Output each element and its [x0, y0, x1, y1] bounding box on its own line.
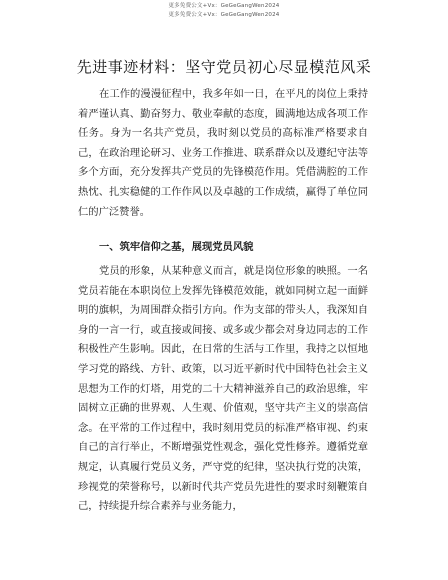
document-title: 先进事迹材料：坚守党员初心尽显模范风采 — [76, 58, 372, 76]
intro-block — [78, 85, 368, 222]
section-1-heading: 一、筑牢信仰之基，展现党员风貌 — [99, 241, 254, 253]
watermark-line-1: 更多免费公文+Vx：GeGeGangWen2024 — [168, 3, 280, 9]
section-1 — [78, 236, 368, 258]
watermark-line-2: 更多免费公文+Vx：GeGeGangWen2024 — [168, 12, 280, 18]
section-1-body — [78, 262, 368, 517]
intro-paragraph: 在工作的漫漫征程中，我多年如一日，在平凡的岗位上秉持着严谨认真、勤奋努力、敬业奉献的态度，圆满地达成各项工作任务。身为一名共产党员，我时刻以党员的高标准严格要求自己，在政治理论研习、业务工作推进、联系群众以及遵纪守法等多个方面，充分发挥共产党员的先锋模范作用。凭借满腔的工作热忱、扎实稳健的工作作风以及卓越的工作成绩，赢得了单位同仁的广泛赞誉。 — [78, 88, 368, 218]
section-1-paragraph: 党员的形象，从某种意义而言，就是岗位形象的映照。一名党员若能在本职岗位上发挥先锋模范效能，就如同树立起一面鲜明的旗帜，为周围群众指引方向。作为支部的带头人，我深知自身的一言一行，或直接或间接、或多或少都会对身边同志的工作积极性产生影响。因此，在日常的生活与工作里，我持之以恒地学习党的路线、方针、政策，以习近平新时代中国特色社会主义思想为工作的灯塔，用党的二十大精神滋养自己的政治思维，牢固树立正确的世界观、人生观、价值观，坚守共产主义的崇高信念。在平常的工作过程中，我时刻用党员的标准严格审视、约束自己的言行举止，不断增强党性观念，强化党性修养。遵循党章规定，认真履行党员义务，严守党的纪律，坚决执行党的决策，珍视党的荣誉称号，以新时代共产党员先进性的要求时刻鞭策自己，持续提升综合素养与业务能力， — [78, 265, 368, 513]
